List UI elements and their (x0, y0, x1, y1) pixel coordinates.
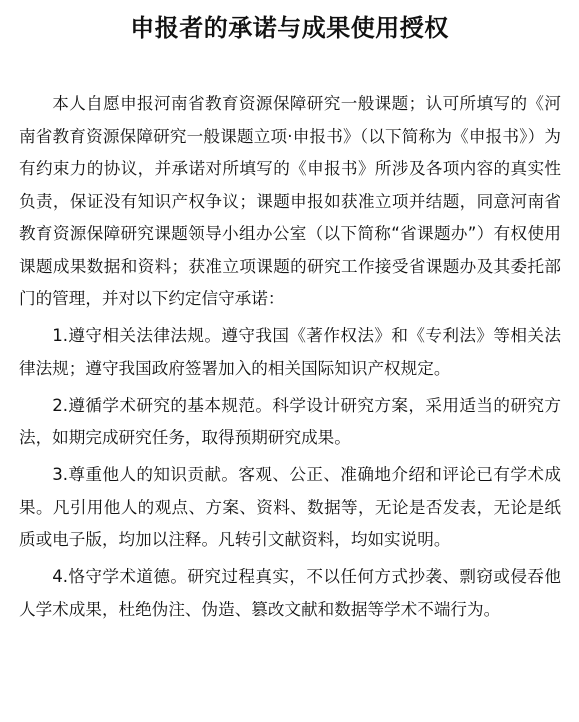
document-title: 申报者的承诺与成果使用授权 (130, 13, 449, 42)
commitment-item-2: 2.遵循学术研究的基本规范。科学设计研究方案，采用适当的研究方法，如期完成研究任务，取得预期研究成果。 (19, 395, 561, 447)
commitment-item-4: 4.恪守学术道德。研究过程真实，不以任何方式抄袭、剽窃或侵吞他人学术成果，杜绝伪注、伪造、篡改文献和数据等学术不端行为。 (19, 567, 561, 619)
commitment-item-3: 3.尊重他人的知识贡献。客观、公正、准确地介绍和评论已有学术成果。凡引用他人的观点、方案、资料、数据等，无论是否发表，无论是纸质或电子版，均加以注释。凡转引文献资料，均如实说明。 (19, 465, 561, 549)
intro-paragraph: 本人自愿申报河南省教育资源保障研究一般课题；认可所填写的《河南省教育资源保障研究一般课题立项·申报书》（以下简称为《申报书》）为有约束力的协议，并承诺对所填写的《申报书》所涉及各项内容的真实性负责，保证没有知识产权争议；课题申报如获准立项并结题，同意河南省教育资源保障研究课题领导小组办公室（以下简称“省课题办”）有权使用课题成果数据和资料；获准立项课题的研究工作接受省课题办及其委托部门的管理，并对以下约定信守承诺： (19, 94, 561, 308)
commitment-item-1: 1.遵守相关法律法规。遵守我国《著作权法》和《专利法》等相关法律法规；遵守我国政府签署加入的相关国际知识产权规定。 (19, 326, 561, 378)
document-body (19, 88, 561, 626)
